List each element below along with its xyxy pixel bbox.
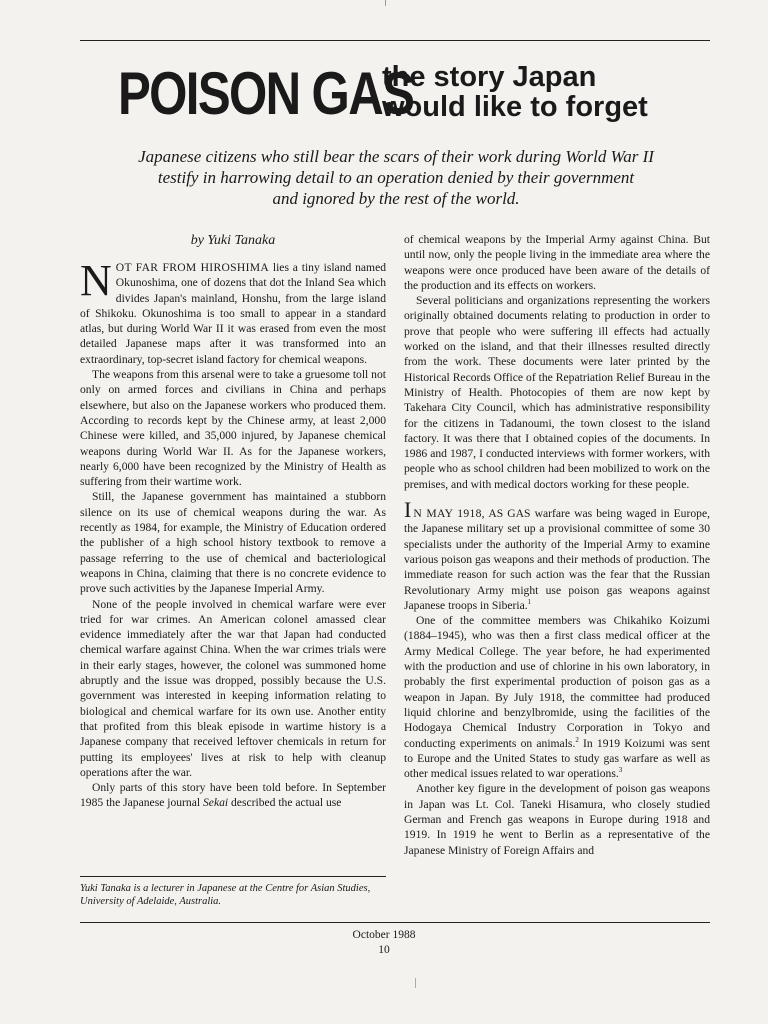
subheading-line2: testify in harrowing detail to an operation denied by their government xyxy=(157,168,635,187)
paragraph-8 xyxy=(404,497,710,613)
paragraph-4: None of the people involved in chemical warfare were ever tried for war crimes. An American colonel amassed clear evidence immediately after the war that Japan had conducted chemical warfare against China. When the war crimes trials were in their early stages, however, the colonel was summoned home abruptly and the issue was dropped, possibly because the U.S. government was interested in keeping information relating to biological and chemical warfare for its own use. Another entity that profited from this bleak episode in wartime history is a Japanese company that received leftover chemicals in return for putting its employees' lives at risk to help with cleanup operations after the war. xyxy=(80,597,386,779)
section-initial: I xyxy=(404,497,412,523)
paragraph-10: Another key figure in the development of poison gas weapons in Japan was Lt. Col. Taneki Hisamura, who closely studied German and French gas weapons in Europe during 1918 and 1919. In 1919 he went to Berlin as a representative of the Japanese Ministry of Foreign Affairs and xyxy=(404,782,710,857)
drop-cap: N xyxy=(80,256,112,305)
paragraph-2: The weapons from this arsenal were to take a gruesome toll not only on armed forces and civilians in China and perhaps elsewhere, but also on the Japanese workers who produced them. According to records kept by the Chinese army, at least 2,000 Chinese were killed, and 35,000 injured, by Japanese chemical weapons during World War II. As for the Japanese workers, nearly 6,000 have been recognized by the Ministry of Health as suffering from their wartime work. xyxy=(80,368,386,489)
article-column-left xyxy=(80,232,386,811)
footnote-ref-1: 1 xyxy=(527,597,532,606)
footnote-ref-2: 2 xyxy=(575,735,579,744)
headline-main: POISON GAS xyxy=(118,60,414,127)
headline-sub-line2: would like to forget xyxy=(382,91,648,123)
scan-mark-bottom xyxy=(415,978,416,988)
paragraph-5 xyxy=(80,780,386,811)
paragraph-9 xyxy=(404,613,710,781)
paragraph-1-text: lies a tiny island named Okunoshima, one of dozens that dot the Inland Sea which divides Japan's mainland, Honshu, from the large island of Shikoku. Okunoshima is too small to appear in a standard atlas, but during World War II it was erased from even the most detailed Japanese maps after it was transformed into an extraordinary, top-secret island factory for chemical weapons. xyxy=(80,261,387,366)
top-rule xyxy=(80,40,710,41)
headline xyxy=(118,62,718,134)
journal-title: Sekai xyxy=(203,796,229,810)
issue-date: October 1988 xyxy=(352,929,416,941)
scan-mark-top xyxy=(385,0,386,6)
paragraph-5-end: described the actual use xyxy=(228,796,342,810)
paragraph-9-text: One of the committee members was Chikahiko Koizumi (1884–1945), who was then a first class medical officer at the Army Medical College. The year before, he had experimented with the production and use of chlorine in his own laboratory, in probably the first experimental production of poison gas as a weapon in Japan. By July 1918, the committee had produced liquid chlorine and benzylbromide, using the facilities of the Hodogaya Chemical Industry Corporation in Tokyo and conducting experiments on animals. xyxy=(404,614,710,750)
paragraph-5-text: Only parts of this story have been told before. In September 1985 the Japanese journal xyxy=(80,781,386,810)
article-column-right xyxy=(404,232,710,858)
paragraph-9-end: In 1919 Koizumi was sent to Europe and the United States to study gas warfare as well as other medical issues related to war operations. xyxy=(404,736,710,781)
subheading-line3: and ignored by the rest of the world. xyxy=(272,189,520,208)
paragraph-6: of chemical weapons by the Imperial Army against China. But until now, only the people living in the immediate area where the weapons were once produced have been aware of the details of the production and its effects on workers. xyxy=(404,233,710,292)
byline: by Yuki Tanaka xyxy=(190,233,276,248)
author-note: Yuki Tanaka is a lecturer in Japanese at the Centre for Asian Studies, University of Adelaide, Australia. xyxy=(80,883,371,907)
page-number: 10 xyxy=(378,944,390,956)
paragraph-3: Still, the Japanese government has maintained a stubborn silence on its use of chemical weapons during the war. As recently as 1984, for example, the Ministry of Education ordered the publisher of a high school history textbook to remove a passage referring to the use of chemical and bacteriological weapons in China, claiming that there is no concrete evidence to prove such activities by the Japanese Imperial Army. xyxy=(80,490,386,596)
paragraph-1 xyxy=(80,256,387,367)
headline-sub-line1: the story Japan xyxy=(382,61,597,93)
footnote-ref-3: 3 xyxy=(618,766,623,775)
footnote-rule xyxy=(80,876,386,877)
headline-sub xyxy=(382,62,648,122)
subheading xyxy=(96,146,696,209)
subheading-line1: Japanese citizens who still bear the scars of their work during World War II xyxy=(138,147,654,166)
bottom-rule xyxy=(80,922,710,923)
section-lead-in: N MAY 1918, xyxy=(413,507,485,521)
paragraph-7: Several politicians and organizations representing the workers originally obtained documents relating to production in order to prove that people who were suffering ill effects had actually worked on the island, and that their illnesses resulted directly from the work. These documents were later printed by the Historical Records Office of the Repatriation Relief Bureau in the Ministry of Health. Photocopies of them are now kept by Takehara City Council, which has administrative responsibility for the citizens in Tadanoumi, the town closest to the island factory. It was there that I obtained copies of the documents. In 1986 and 1987, I conducted interviews with former workers, with people who as school children had been mobilized to work on the premises, and with medical doctors working for these people. xyxy=(404,294,710,491)
lead-in: OT FAR FROM HIROSHIMA xyxy=(115,261,270,274)
paragraph-8-text: AS GAS warfare was being waged in Europe, the Japanese military set up a provisional committee of some 30 specialists under the authority of the Imperial Army to examine various poison gas weapons and their methods of production. The immediate reason for such action was the fear that the Russian Revolutionary Army might use poison gas weapons against Japanese troops in Siberia. xyxy=(404,507,710,612)
section-break xyxy=(404,492,710,502)
